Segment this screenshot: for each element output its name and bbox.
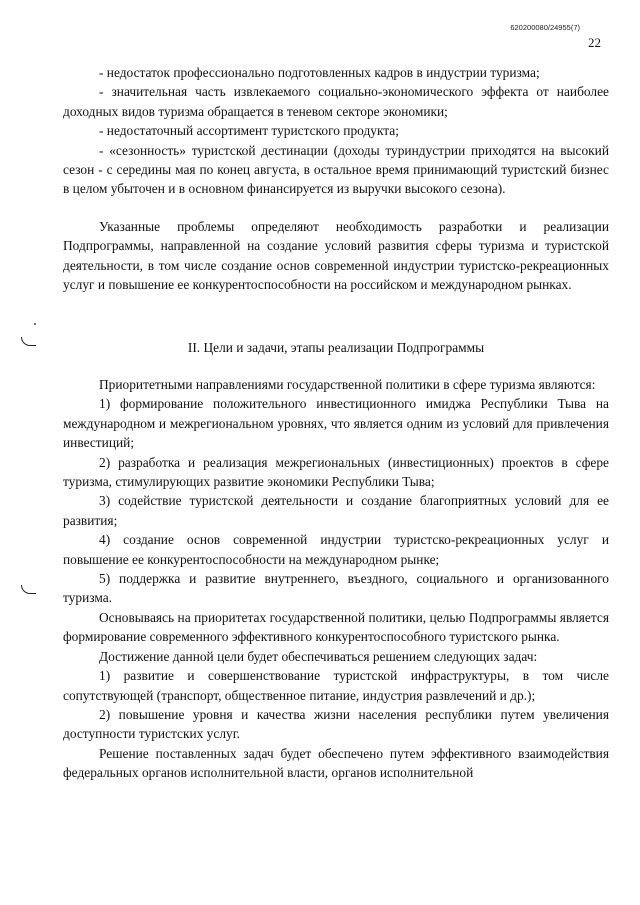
paragraph: Решение поставленных задач будет обеспечено путем эффективного взаимодействия федеральных органов исполнительной власти, органов исполнительной — [63, 745, 609, 781]
conclusion-block — [63, 217, 609, 295]
problems-list — [63, 63, 609, 199]
scan-dot — [34, 323, 36, 325]
list-item: 2) разработка и реализация межрегиональных (инвестиционных) проектов в сфере туризма, стимулирующих развитие экономики Республики Тыва; — [63, 454, 609, 490]
list-item: 5) поддержка и развитие внутреннего, въездного, социального и организованного туризма. — [63, 571, 609, 606]
list-item: - недостаток профессионально подготовленных кадров в индустрии туризма; — [99, 65, 540, 80]
paragraph: Основываясь на приоритетах государственной политики, целью Подпрограммы является формирование современного эффективного конкурентоспособного туристского рынка. — [63, 609, 609, 645]
list-item: 4) создание основ современной индустрии туристско-рекреационных услуг и повышение ее конкурентоспособности на международном рынке; — [63, 532, 609, 567]
margin-mark — [21, 337, 36, 346]
list-item: 1) формирование положительного инвестиционного имиджа Республики Тыва на международном и межрегиональном уровнях, что является одним из условий для привлечения инвестиций; — [63, 396, 609, 451]
list-item: 3) содействие туристской деятельности и создание благоприятных условий для ее развития; — [63, 493, 609, 528]
list-item: - недостаточный ассортимент туристского продукта; — [99, 123, 399, 139]
section-heading: II. Цели и задачи, этапы реализации Подпрограммы — [187, 340, 485, 355]
paragraph: Указанные проблемы определяют необходимость разработки и реализации Подпрограммы, направленной на создание условий развития сферы туризма и туристской деятельности, в том числе создание основ современной индустрии туристско-рекреационных услуг и повышение ее конкурентоспособности на российском и международном рынках. — [63, 219, 609, 293]
list-item: 1) развитие и совершенствование туристской инфраструктуры, в том числе сопутствующей (транспорт, общественное питание, индустрия развлечений и др.); — [63, 668, 609, 703]
paragraph: Достижение данной цели будет обеспечиваться решением следующих задач: — [99, 648, 538, 664]
page-number: 22 — [588, 35, 601, 50]
list-item: 2) повышение уровня и качества жизни населения республики путем увеличения доступности туристских услуг. — [63, 706, 609, 742]
margin-mark — [21, 585, 36, 594]
document-code: 620200080/24955(7) — [510, 23, 580, 32]
paragraph: Приоритетными направлениями государственной политики в сфере туризма являются: — [99, 377, 596, 392]
list-item: - «сезонность» туристской дестинации (доходы туриндустрии приходятся на высокий сезон - с середины мая по конец августа, в остальное время принимающий туристский бизнес в целом убыточен и в основном финансируется из выручки высокого сезона). — [63, 142, 609, 197]
list-item: - значительная часть извлекаемого социально-экономического эффекта от наиболее доходных видов туризма обращается в теневом секторе экономики; — [63, 84, 609, 119]
section-body — [63, 375, 609, 783]
